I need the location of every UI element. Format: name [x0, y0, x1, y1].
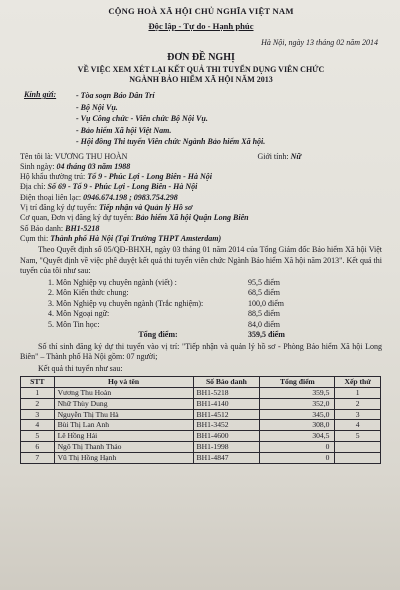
household-label: Hộ khẩu thường trú: — [20, 172, 86, 182]
recipients-block — [20, 90, 382, 148]
phone-value: 0946.674.198 ; 0983.754.298 — [83, 192, 178, 202]
cell-rank: 2 — [335, 398, 381, 409]
cell-sbd: BH1-4847 — [193, 452, 260, 463]
cell-total: 308,0 — [260, 420, 335, 431]
table-row — [21, 398, 381, 409]
cell-total: 304,5 — [260, 431, 335, 442]
header-total: Tổng điểm — [260, 377, 335, 388]
score-label: 4. Môn Ngoại ngữ: — [48, 309, 110, 319]
header-rank: Xếp thứ — [335, 377, 381, 388]
cell-stt: 4 — [21, 420, 55, 431]
score-label: 2. Môn Kiến thức chung: — [48, 288, 129, 298]
score-item — [48, 278, 382, 289]
dob-row — [20, 162, 382, 172]
cell-total: 0 — [260, 452, 335, 463]
table-row — [21, 409, 381, 420]
cell-sbd: BH1-4600 — [193, 431, 260, 442]
household-value: Tổ 9 - Phúc Lợi - Long Biên - Hà Nội — [87, 172, 212, 182]
dob-label: Sinh ngày: — [20, 161, 55, 171]
cell-stt: 1 — [21, 387, 55, 398]
national-heading: CỘNG HOÀ XÃ HỘI CHỦ NGHĨA VIỆT NAM — [108, 6, 294, 16]
cell-total: 0 — [260, 441, 335, 452]
score-item — [48, 299, 382, 310]
cell-name: Ngô Thị Thanh Thảo — [54, 441, 193, 452]
score-label: 5. Môn Tin học: — [48, 319, 100, 329]
cluster-label: Cụm thi: — [20, 233, 49, 243]
household-row — [20, 172, 382, 182]
cluster-value: Thành phố Hà Nội (Tại Trường THPT Amsterdam) — [50, 233, 222, 243]
table-row — [21, 452, 381, 463]
name-row — [20, 152, 382, 162]
agency-value: Bảo hiểm Xã hội Quận Long Biên — [135, 213, 249, 223]
results-intro: Kết quả thi tuyển như sau: — [38, 363, 123, 373]
score-points: 68,5 điểm — [248, 288, 280, 298]
score-list — [20, 278, 382, 341]
recipient-item: - Bảo hiểm Xã hội Việt Nam. — [76, 125, 172, 135]
cell-stt: 6 — [21, 441, 55, 452]
cell-sbd: BH1-5218 — [193, 387, 260, 398]
cell-rank: 5 — [335, 431, 381, 442]
results-table-wrap — [20, 376, 382, 463]
cell-sbd: BH1-3452 — [193, 420, 260, 431]
candidates-paragraph: Số thí sinh đăng ký dự thi tuyển vào vị trí: "Tiếp nhận và quản lý hồ sơ - Phòng Bảo hiểm Xã hội Long Biên" – Thành phố Hà Nội gồm: 07 người; — [20, 341, 382, 362]
cell-rank — [335, 441, 381, 452]
phone-label: Điện thoại liên lạc: — [20, 192, 82, 202]
cell-rank: 1 — [335, 387, 381, 398]
cell-name: Vũ Thị Hồng Hạnh — [54, 452, 193, 463]
agency-label: Cơ quan, Đơn vị đăng ký dự tuyển: — [20, 213, 134, 223]
sbd-label: Số Báo danh: — [20, 223, 64, 233]
cell-name: Bùi Thị Lan Anh — [54, 420, 193, 431]
recipients-list — [76, 90, 265, 148]
cell-name: Nguyễn Thị Thu Hà — [54, 409, 193, 420]
recipient-item: - Tòa soạn Báo Dân Trí — [76, 91, 155, 100]
score-item — [48, 309, 382, 320]
results-table — [20, 376, 381, 463]
score-points: 100,0 điểm — [248, 298, 284, 308]
cell-stt: 7 — [21, 452, 55, 463]
score-item — [48, 288, 382, 299]
gender-value: Nữ — [290, 151, 302, 161]
recipient-item: - Vụ Công chức - Viên chức Bộ Nội Vụ. — [76, 114, 208, 123]
position-value: Tiếp nhận và Quản lý Hồ sơ — [99, 202, 193, 212]
phone-row — [20, 193, 382, 203]
total-points: 359,5 điểm — [248, 330, 285, 340]
score-points: 95,5 điểm — [248, 277, 280, 287]
table-row — [21, 431, 381, 442]
cell-stt: 5 — [21, 431, 55, 442]
cell-total: 359,5 — [260, 387, 335, 398]
cell-total: 352,0 — [260, 398, 335, 409]
address-row — [20, 182, 382, 192]
cell-name: Vương Thu Hoàn — [54, 387, 193, 398]
position-label: Vị trí đăng ký dự tuyển: — [20, 202, 97, 212]
recipients-label: Kính gửi: — [24, 90, 57, 99]
header-stt: STT — [21, 377, 55, 388]
table-header-row — [21, 377, 381, 388]
table-row — [21, 387, 381, 398]
header-sbd: Số Báo danh — [193, 377, 260, 388]
cell-name: Lê Hồng Hải — [54, 431, 193, 442]
national-motto: Độc lập - Tự do - Hạnh phúc — [148, 21, 254, 31]
table-row — [21, 441, 381, 452]
dob-value: 04 tháng 03 năm 1988 — [56, 161, 131, 171]
cell-total: 345,0 — [260, 409, 335, 420]
document-date: Hà Nội, ngày 13 tháng 02 năm 2014 — [261, 38, 378, 47]
cell-rank: 4 — [335, 420, 381, 431]
sbd-value: BH1-5218 — [65, 223, 100, 233]
table-row — [21, 420, 381, 431]
applicant-info — [20, 152, 382, 245]
score-label: 3. Môn Nghiệp vụ chuyên ngành (Trắc nghiệm): — [48, 298, 204, 308]
score-points: 84,0 điểm — [248, 319, 280, 329]
recipient-item: - Hội đồng Thi tuyển Viên chức Ngành Bảo hiểm Xã hội. — [76, 137, 266, 146]
score-points: 88,5 điểm — [248, 309, 280, 319]
score-item — [48, 320, 382, 331]
header-name: Họ và tên — [54, 377, 193, 388]
cell-rank — [335, 452, 381, 463]
document-title: ĐƠN ĐỀ NGHỊ — [167, 52, 235, 63]
cell-sbd: BH1-4512 — [193, 409, 260, 420]
document-subject — [20, 65, 382, 84]
position-row — [20, 203, 382, 213]
cell-rank: 3 — [335, 409, 381, 420]
subject-line-2: NGÀNH BẢO HIỂM XÃ HỘI NĂM 2013 — [129, 74, 273, 84]
subject-line-1: VỀ VIỆC XEM XÉT LẠI KẾT QUẢ THI TUYỂN DỤNG VIÊN CHỨC — [77, 65, 325, 74]
cell-sbd: BH1-1998 — [193, 441, 260, 452]
address-label: Địa chỉ: — [20, 182, 46, 192]
applicant-name: Tên tôi là: VƯƠNG THU HOÀN — [20, 151, 128, 161]
total-label: Tổng điểm: — [138, 330, 178, 340]
cell-name: Nhữ Thùy Dung — [54, 398, 193, 409]
decision-paragraph: Theo Quyết định số 05/QĐ-BHXH, ngày 03 tháng 01 năm 2014 của Tổng Giám đốc Bảo hiểm Xã hội Việt Nam, "Quyết định về việc phê duyệt kết quả thi tuyển viên chức Ngành Bảo hiểm Xã hội năm 2013". Kết quả thi tuyển của tôi như sau: — [20, 245, 382, 276]
address-value: Số 69 - Tổ 9 - Phúc Lợi - Long Biên - Hà Nội — [47, 182, 198, 192]
agency-row — [20, 213, 382, 223]
score-total — [48, 330, 382, 341]
score-label: 1. Môn Nghiệp vụ chuyên ngành (viết) : — [48, 277, 177, 287]
gender-label: Giới tính: — [257, 151, 289, 161]
recipient-item: - Bộ Nội Vụ. — [76, 102, 118, 112]
cell-sbd: BH1-4140 — [193, 398, 260, 409]
cell-stt: 3 — [21, 409, 55, 420]
cluster-row — [20, 234, 382, 244]
cell-stt: 2 — [21, 398, 55, 409]
sbd-row — [20, 224, 382, 234]
